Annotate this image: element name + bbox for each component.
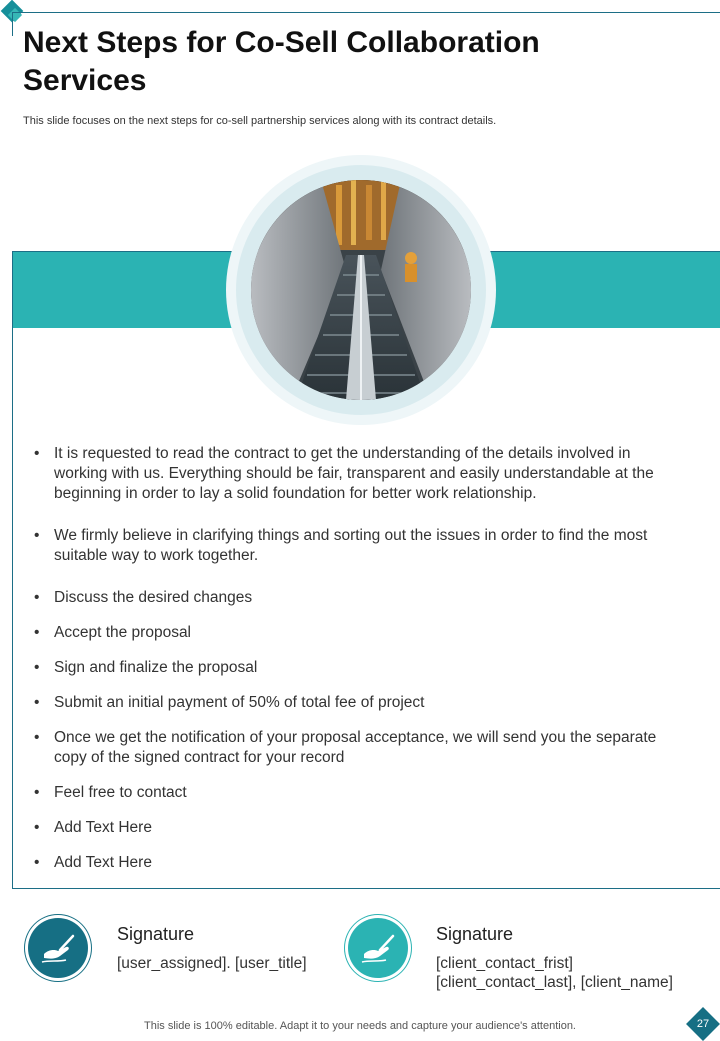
list-item: • Submit an initial payment of 50% of total fee of project	[34, 693, 684, 713]
pen-hand-glyph	[40, 932, 76, 964]
next-steps-list	[34, 444, 684, 888]
page-title: Next Steps for Co-Sell Collaboration Services	[23, 26, 540, 97]
list-item: • It is requested to read the contract to get the understanding of the details involved in working with us. Everything should be fair, transparent and easily understandable at the beginning in order to lay a solid foundation for better work relationship.	[34, 444, 684, 504]
signature-label-user: Signature	[117, 924, 195, 944]
list-item: • We firmly believe in clarifying things and sorting out the issues in order to find the most suitable way to work together.	[34, 526, 684, 566]
list-item: • Add Text Here	[34, 818, 684, 838]
list-item: • Sign and finalize the proposal	[34, 658, 684, 678]
signing-hand-icon	[348, 918, 408, 978]
client-contact-first: [client_contact_frist]	[436, 955, 573, 972]
list-item: • Once we get the notification of your proposal acceptance, we will send you the separate copy of the signed contract for your record	[34, 728, 684, 768]
header-rule	[12, 12, 720, 13]
signing-hand-icon	[28, 918, 88, 978]
escalator-illustration	[251, 180, 471, 400]
footer-note: This slide is 100% editable. Adapt it to your needs and capture your audience's attention.	[144, 1020, 576, 1032]
header-left-rule	[12, 12, 13, 36]
list-item: • Discuss the desired changes	[34, 588, 684, 608]
signature-label-client: Signature	[436, 924, 514, 944]
list-item: • Add Text Here	[34, 853, 684, 873]
list-item: • Feel free to contact	[34, 783, 684, 803]
list-item: • Accept the proposal	[34, 623, 684, 643]
page-subtitle: This slide focuses on the next steps for co-sell partnership services along with its contract details.	[23, 115, 497, 127]
client-contact-last: [client_contact_last], [client_name]	[436, 974, 673, 991]
user-signature-name: [user_assigned]. [user_title]	[117, 955, 307, 972]
pen-hand-glyph	[360, 932, 396, 964]
escalator-photo	[251, 180, 471, 400]
page-number: 27	[696, 1018, 710, 1030]
